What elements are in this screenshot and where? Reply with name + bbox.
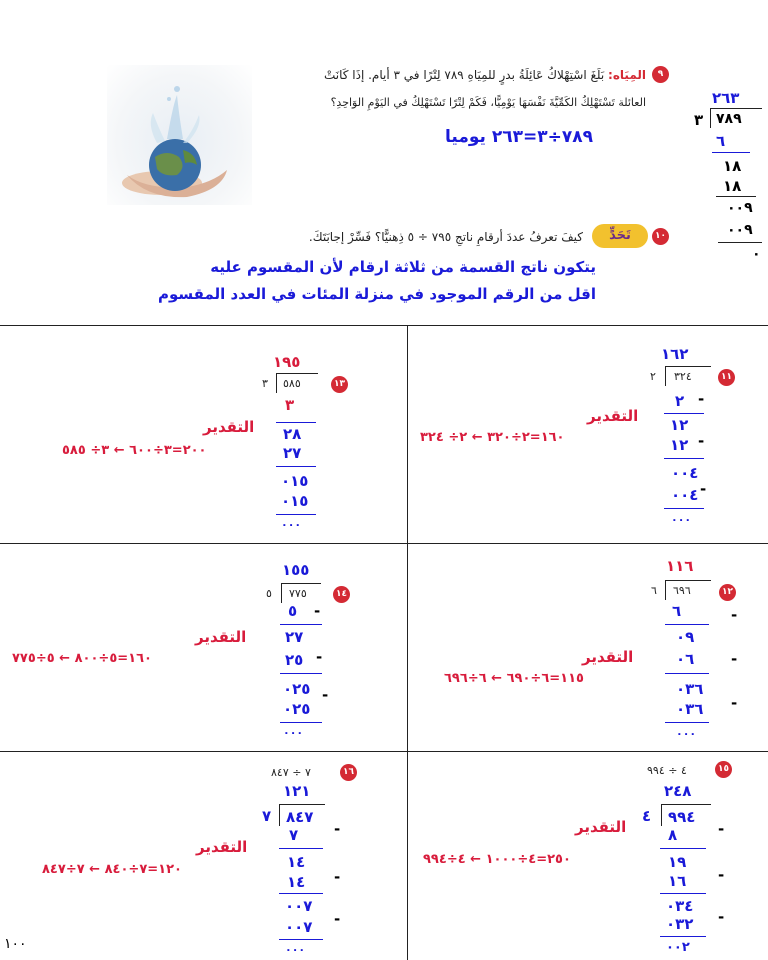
step-3: ٢٥ [285, 651, 304, 669]
minus-sign: - [316, 648, 323, 666]
estimate-label: التقدير [587, 407, 639, 425]
problem-header: ٧ ÷ ٨٤٧ [271, 766, 311, 779]
estimate-expression: ١١٥=٦÷٦٩٠ ← ٦÷٦٩٦ [444, 671, 584, 686]
exercise-badge: ١٥ [715, 761, 732, 778]
step-4: ٠٢٥ [283, 680, 311, 698]
minus-sign: - [334, 868, 341, 886]
estimate-expression: ١٦٠=٥÷٨٠٠ ← ٥÷٧٧٥ [12, 651, 152, 666]
step-6: ٠٠٠ [676, 727, 697, 740]
step-4: ٠٠٧ [285, 897, 313, 915]
grid-line-top [0, 325, 768, 326]
minus-sign: - [322, 686, 329, 704]
question-9-answer: ٧٨٩÷٣=٢٦٣ يوميا [445, 127, 593, 147]
divisor: ٧ [262, 807, 272, 825]
minus-sign: - [698, 432, 705, 450]
estimate-expression: ١٢٠=٧÷٨٤٠ ← ٧÷٨٤٧ [42, 862, 182, 877]
divisor: ٦ [651, 584, 657, 597]
minus-sign: - [718, 820, 725, 838]
divisor: ٤ [642, 807, 652, 825]
minus-sign: - [334, 820, 341, 838]
minus-sign: - [731, 650, 738, 668]
dividend: ٩٩٤ [668, 808, 696, 826]
step-6: ٠٠٠ [671, 513, 692, 526]
estimate-label: التقدير [196, 838, 248, 856]
quotient: ١٥٥ [282, 561, 310, 579]
step-4: ٠٣٦ [676, 680, 704, 698]
exercise-badge: ١١ [718, 369, 735, 386]
q9-step-1: ٦ [716, 132, 726, 150]
question-9-line2: العائلة تَسْتَهْلِكُ الكَمِّيَّةَ نَفْسَهَا يَوْمِيًّا، فَكَمْ لِتْرًا تَسْتَهْلِكُ في اليَوْمِ الوَاحِدِ؟ [330, 96, 646, 109]
step-5: ٠٣٢ [666, 915, 694, 933]
estimate-expression: ٢٥٠=٤÷١٠٠٠ ← ٤÷٩٩٤ [423, 852, 571, 867]
challenge-badge: تَحَدٍّ [592, 224, 648, 248]
step-2: ٠٩ [676, 628, 695, 646]
water-image [107, 65, 252, 205]
step-1: ٧ [289, 826, 299, 844]
step-4: ٠١٥ [281, 472, 309, 490]
page-number: ١٠٠ [4, 936, 27, 952]
question-10-answer-line2: اقل من الرقم الموجود في منزلة المئات في العدد المقسوم [158, 285, 596, 303]
step-2: ١٤ [287, 853, 306, 871]
step-3: ١٦ [668, 872, 687, 890]
step-3: ٠٦ [676, 650, 695, 668]
divisor: ٣ [262, 377, 268, 390]
quotient: ١٢١ [283, 782, 311, 800]
problem-header: ٤ ÷ ٩٩٤ [647, 764, 687, 777]
question-10-answer-line1: يتكون ناتج القسمة من ثلاثة ارقام لأن المقسوم عليه [210, 258, 596, 276]
step-1: ٦ [672, 602, 682, 620]
step-1: ٢ [675, 392, 685, 410]
dividend: ٣٢٤ [674, 370, 692, 383]
dividend: ٧٧٥ [289, 587, 307, 600]
q9-step-3: ١٨ [723, 177, 742, 195]
estimate-expression: ٢٠٠=٣÷٦٠٠ ← ٣÷ ٥٨٥ [62, 443, 207, 458]
step-2: ٢٧ [285, 628, 304, 646]
step-6: ٠٠٠ [281, 518, 302, 531]
estimate-label: التقدير [203, 418, 255, 436]
q9-step-6: ٠ [752, 246, 761, 262]
exercise-badge: ١٢ [719, 584, 736, 601]
exercise-badge: ١٤ [333, 586, 350, 603]
question-9-label: المِيَاه: [608, 68, 646, 82]
estimate-label: التقدير [582, 648, 634, 666]
question-9-text-line1 [324, 68, 646, 82]
minus-sign: - [731, 606, 738, 624]
step-3: ٢٧ [283, 444, 302, 462]
minus-sign: - [731, 694, 738, 712]
minus-sign: - [718, 866, 725, 884]
step-5: ٠٠٧ [285, 918, 313, 936]
question-10-text: كيفَ تعرفُ عددَ أرقامِ ناتجِ ٧٩٥ ÷ ٥ ذِهنيًّا؟ فَسِّرْ إجابَتَكَ. [308, 230, 583, 244]
question-10-badge: ١٠ [652, 228, 669, 245]
minus-sign: - [314, 602, 321, 620]
estimate-label: التقدير [575, 818, 627, 836]
step-6: ٠٠٢ [666, 940, 690, 955]
step-5: ٠٣٦ [676, 700, 704, 718]
step-6: ٠٠٠ [283, 726, 304, 739]
grid-line-mid2 [0, 751, 768, 752]
step-2: ٢٨ [283, 425, 302, 443]
divisor: ٥ [266, 587, 272, 600]
q9-quotient: ٢٦٣ [712, 89, 740, 107]
divisor: ٢ [650, 370, 656, 383]
minus-sign: - [718, 908, 725, 926]
grid-line-mid1 [0, 543, 768, 544]
step-1: ٨ [668, 826, 678, 844]
step-4: ٠٠٤ [671, 464, 699, 482]
step-5: ٠١٥ [281, 492, 309, 510]
q9-divisor: ٣ [694, 111, 704, 129]
step-3: ١٤ [287, 873, 306, 891]
step-4: ٠٣٤ [666, 897, 694, 915]
grid-line-vertical [407, 325, 408, 960]
estimate-label: التقدير [195, 628, 247, 646]
q9-dividend: ٧٨٩ [716, 111, 742, 127]
dividend: ٨٤٧ [286, 808, 314, 826]
q9-step-5: ٠٠٩ [727, 222, 753, 238]
step-6: ٠٠٠ [285, 943, 306, 956]
q9-step-2: ١٨ [723, 157, 742, 175]
minus-sign: - [334, 910, 341, 928]
q9-step-4: ٠٠٩ [727, 200, 753, 216]
quotient: ٢٤٨ [664, 782, 692, 800]
step-5: ٠٢٥ [283, 700, 311, 718]
step-2: ١٢ [670, 416, 689, 434]
question-9-line1: بَلَغَ اسْتِهْلاكُ عَائِلَةُ بدرٍ للمِيَاهِ ٧٨٩ لِتْرًا في ٣ أيام. إذَا كَانَتْ [323, 68, 605, 82]
quotient: ١٩٥ [273, 353, 301, 371]
step-2: ١٩ [668, 853, 687, 871]
exercise-badge: ١٦ [340, 764, 357, 781]
estimate-expression: ١٦٠=٢÷٣٢٠ ← ٢÷ ٣٢٤ [420, 430, 565, 445]
minus-sign: - [698, 390, 705, 408]
question-9-badge: ٩ [652, 66, 669, 83]
dividend: ٦٩٦ [673, 584, 691, 597]
step-3: ١٢ [670, 436, 689, 454]
dividend: ٥٨٥ [283, 377, 301, 390]
minus-sign: - [700, 480, 707, 498]
quotient: ١١٦ [666, 557, 694, 575]
step-1: ٣ [285, 396, 295, 414]
exercise-badge: ١٣ [331, 376, 348, 393]
quotient: ١٦٢ [661, 345, 689, 363]
step-1: ٥ [288, 602, 298, 620]
step-5: ٠٠٤ [671, 486, 699, 504]
